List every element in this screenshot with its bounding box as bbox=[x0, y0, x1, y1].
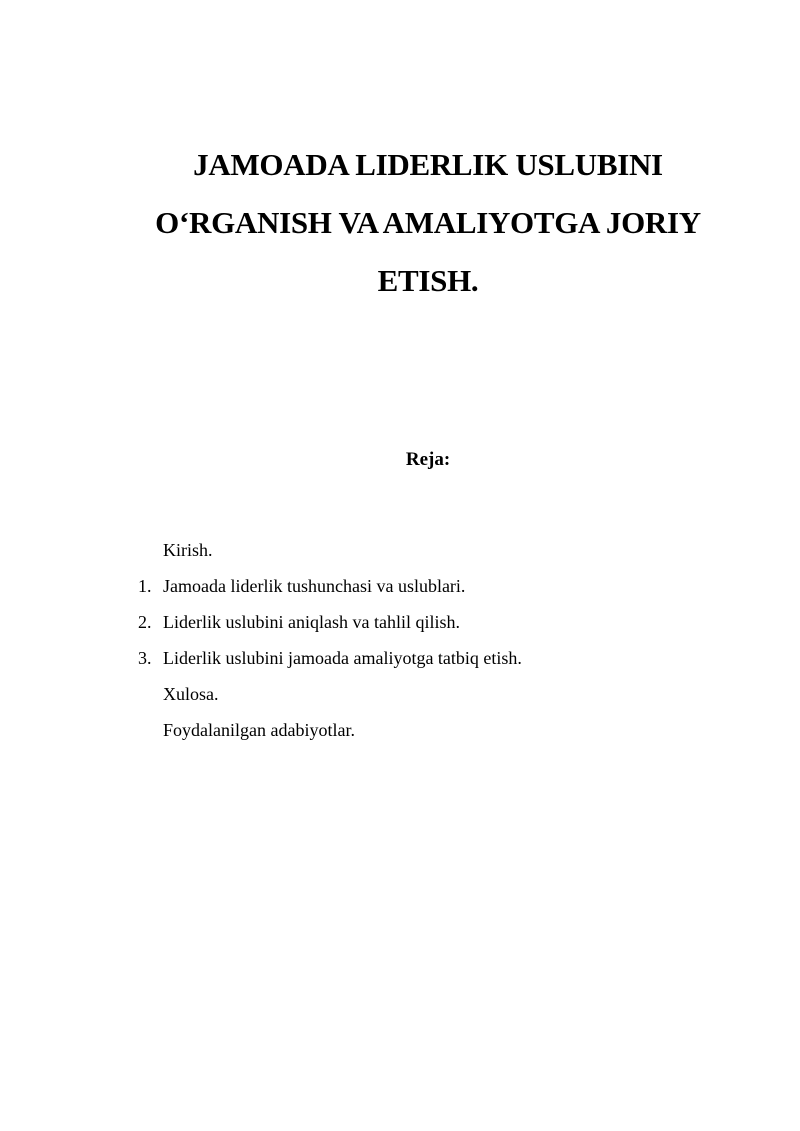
title-line: ETISH. bbox=[377, 263, 479, 298]
plan-item-text: Xulosa. bbox=[163, 684, 219, 704]
document-title bbox=[128, 136, 728, 310]
plan-item-text: Jamoada liderlik tushunchasi va uslublari. bbox=[163, 576, 466, 596]
plan-item bbox=[128, 712, 728, 748]
plan-item bbox=[128, 532, 728, 568]
plan-item-number: 1. bbox=[138, 576, 152, 596]
plan-item bbox=[128, 568, 728, 604]
plan-item-text: Kirish. bbox=[163, 540, 213, 560]
plan-item bbox=[128, 604, 728, 640]
plan-item-number: 3. bbox=[138, 648, 152, 668]
plan-heading: Reja: bbox=[405, 449, 451, 470]
plan-item bbox=[128, 640, 728, 676]
plan-list bbox=[128, 532, 728, 748]
plan-item-text: Liderlik uslubini jamoada amaliyotga tatbiq etish. bbox=[163, 648, 522, 668]
title-line: JAMOADA LIDERLIK USLUBINI bbox=[193, 147, 663, 182]
plan-item-text: Foydalanilgan adabiyotlar. bbox=[163, 720, 355, 740]
title-line: O‘RGANISH VA AMALIYOTGA JORIY bbox=[155, 205, 701, 240]
plan-item bbox=[128, 676, 728, 712]
plan-item-text: Liderlik uslubini aniqlash va tahlil qilish. bbox=[163, 612, 460, 632]
plan-item-number: 2. bbox=[138, 612, 152, 632]
